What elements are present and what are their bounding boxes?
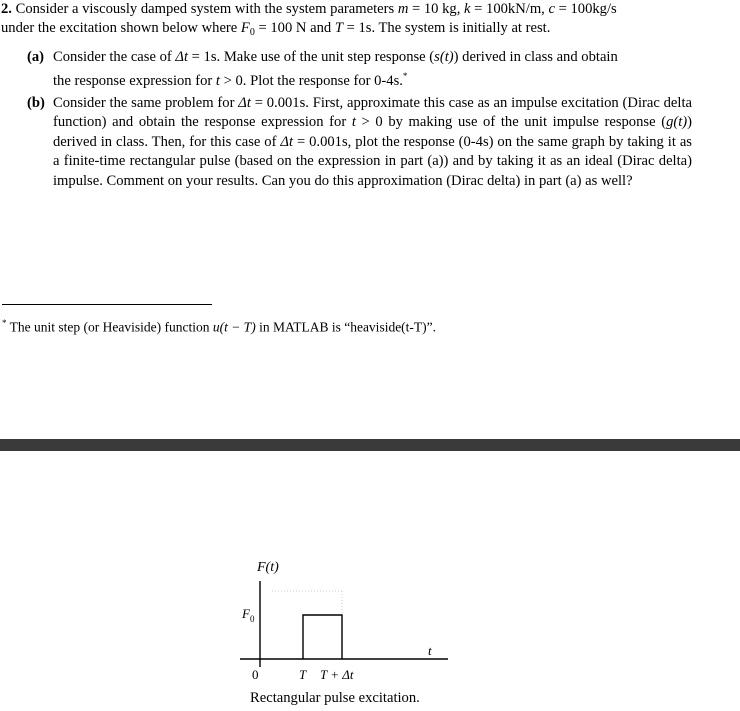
level-label: $F_0$ (242, 606, 255, 624)
pulse-figure (230, 555, 460, 711)
footnote: * The unit step (or Heaviside) function u(t − T) in MATLAB is “heaviside(t-T)”. (2, 318, 437, 335)
footnote-marker: * (402, 71, 408, 82)
tick-T: T (299, 667, 307, 682)
part-a-label: (a) (27, 49, 45, 65)
pulse-diagram (230, 555, 460, 685)
pulse-shape (303, 615, 342, 659)
problem-statement: 2. Consider a viscously damped system with the system parameters m = 10 kg, k = 100kN/m, c = 100kg/s under the excitation shown below where $F_0 = 100$ N and T = 1s. The system is initially at rest. (1, 1, 617, 39)
part-a-text: Consider the case of Δt = 1s. Make use of the unit step response (s(t)) derived in class and obtain the response expression for t > 0. Plot the response for 0-4s.* (53, 49, 618, 90)
tick-T-dt: T + Δt (320, 667, 354, 682)
figure-caption: Rectangular pulse excitation. (250, 690, 420, 706)
x-axis-label: t (428, 643, 432, 658)
problem-number: 2. (1, 1, 12, 17)
footnote-rule (2, 304, 212, 305)
page-separator-bar (0, 439, 740, 451)
part-b (27, 94, 692, 191)
part-b-text: Consider the same problem for Δt = 0.001s. First, approximate this case as an impulse excitation (Dirac delta function) and obtain the response expression for t > 0 by making use of the unit impulse response (g(t)) derived in class. Then, for this case of Δt = 0.001s, plot the response (0-4s) on the same graph by taking it as a finite-time rectangular pulse (based on the expression in part (a)) and by taking it as an ideal (Dirac delta) impulse. Comment on your results. Can you do this approximation (Dirac delta) in part (a) as well? (53, 95, 693, 189)
tick-zero: 0 (252, 667, 259, 682)
part-a (27, 48, 692, 92)
y-axis-label: F(t) (257, 560, 279, 575)
part-b-label: (b) (27, 95, 45, 111)
